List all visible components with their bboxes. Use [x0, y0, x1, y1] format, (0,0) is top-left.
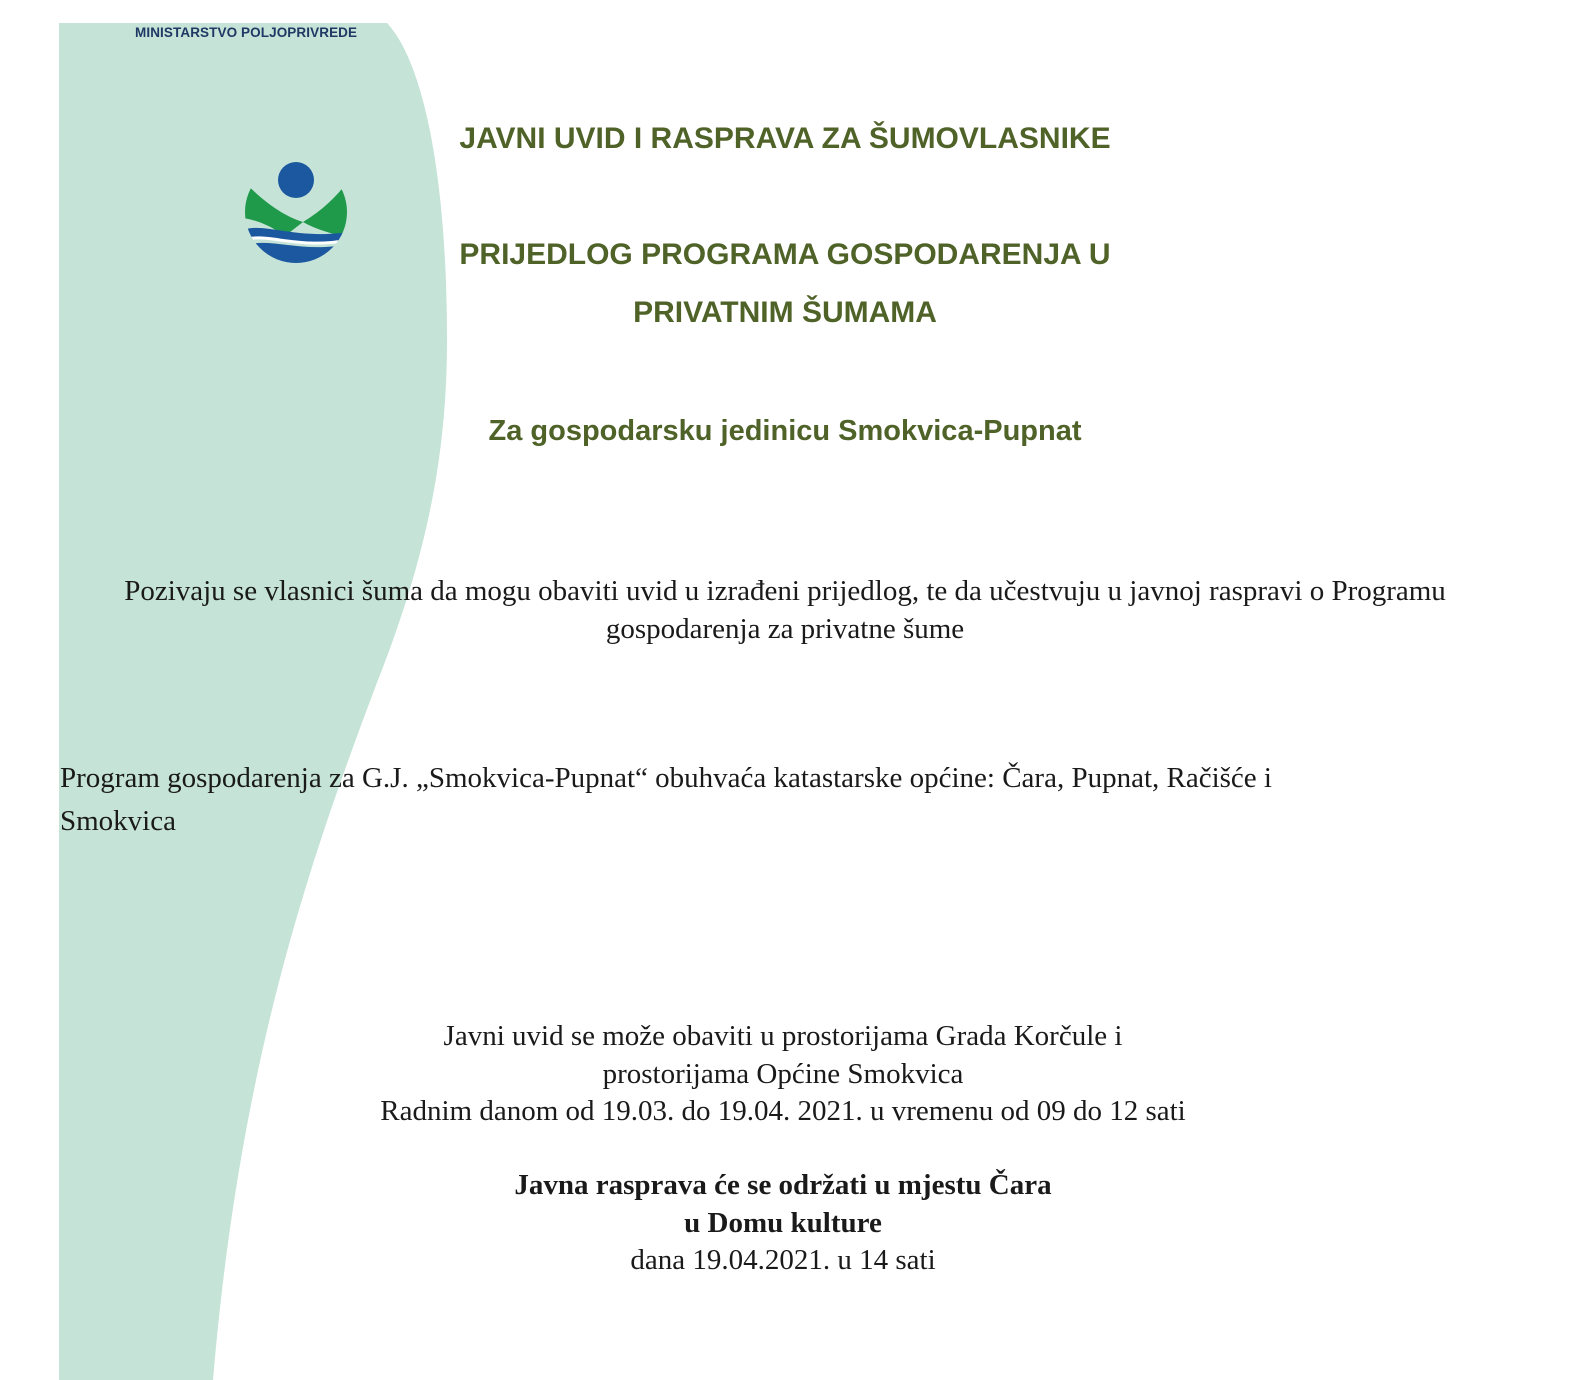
title-line-2: PRIJEDLOG PROGRAMA GOSPODARENJA U [459, 238, 1111, 271]
ministry-name: MINISTARSTVO POLJOPRIVREDE [135, 25, 358, 40]
program-line-2: Smokvica [60, 805, 176, 837]
program-paragraph [60, 757, 1440, 843]
debate-line-1: Javna rasprava će se održati u mjestu Čara [514, 1169, 1052, 1201]
debate-line-2: u Domu kulture [684, 1206, 882, 1239]
title-line-3: PRIVATNIM ŠUMAMA [633, 296, 937, 329]
public-inspection-block [300, 1018, 1266, 1131]
inspection-line-2: prostorijama Općine Smokvica [602, 1057, 964, 1090]
title-line-1: JAVNI UVID I RASPRAVA ZA ŠUMOVLASNIKE [459, 122, 1111, 155]
public-debate-block [300, 1167, 1266, 1280]
program-line-1: Program gospodarenja za G.J. „Smokvica-Pupnat“ obuhvaća katastarske općine: Čara, Pupnat, Račišće i [60, 762, 1272, 794]
invitation-paragraph [55, 572, 1515, 648]
inspection-line-3: Radnim danom od 19.03. do 19.04. 2021. u vremenu od 09 do 12 sati [380, 1095, 1186, 1127]
ministry-logo-icon [243, 160, 349, 264]
subtitle-management-unit: Za gospodarsku jedinicu Smokvica-Pupnat [488, 415, 1082, 447]
invitation-line-2: gospodarenja za privatne šume [605, 613, 965, 645]
debate-line-3: dana 19.04.2021. u 14 sati [630, 1244, 936, 1276]
inspection-line-1: Javni uvid se može obaviti u prostorijama Grada Korčule i [443, 1020, 1123, 1052]
invitation-line-1: Pozivaju se vlasnici šuma da mogu obaviti uvid u izrađeni prijedlog, te da učestvuju u javnoj raspravi o Programu [124, 575, 1446, 607]
